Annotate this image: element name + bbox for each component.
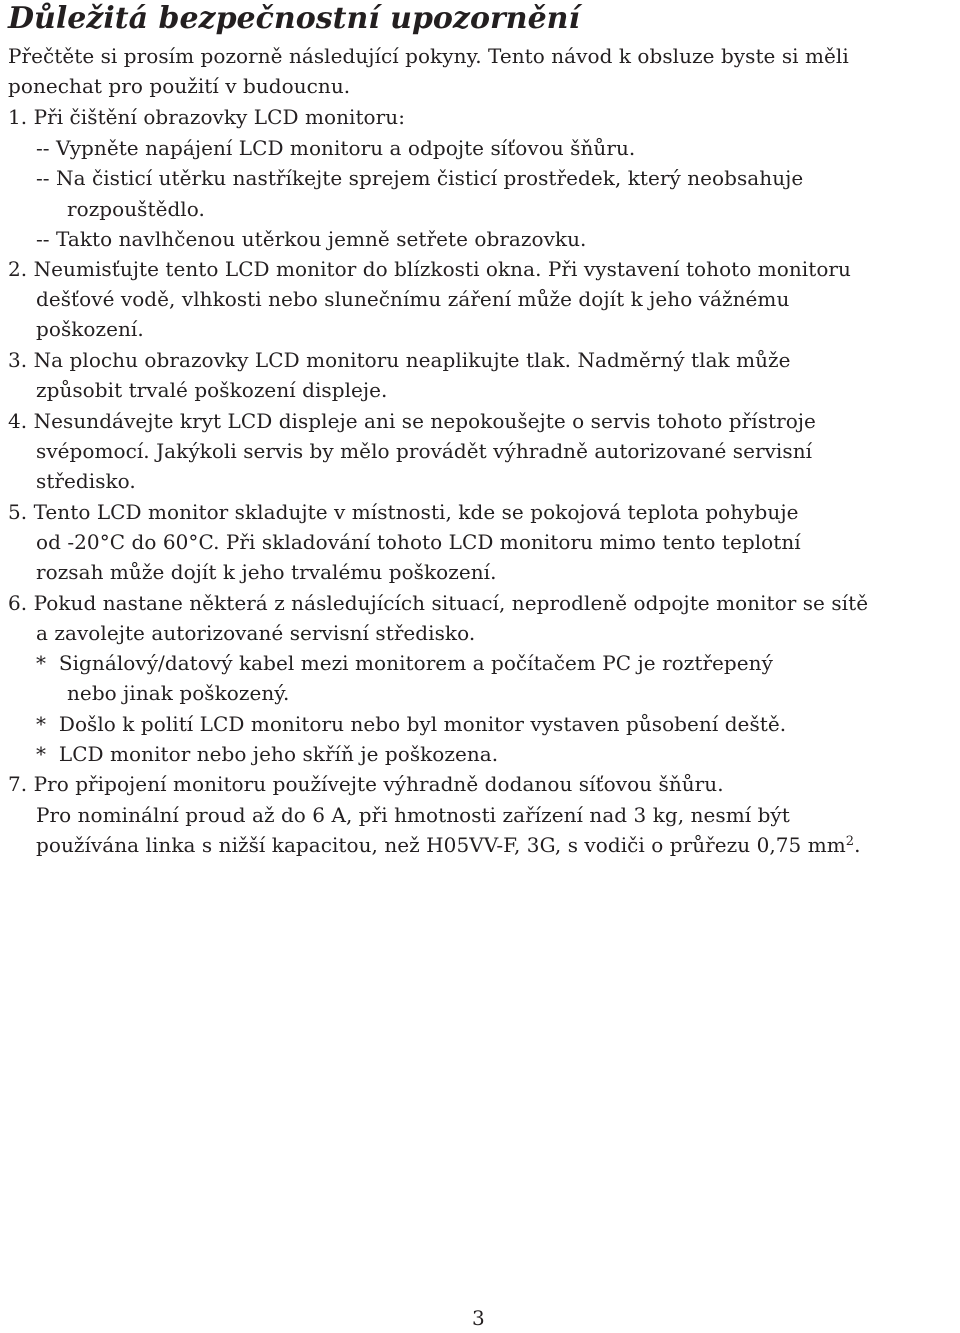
page-number: 3 <box>472 1306 485 1330</box>
item-3-line-2: způsobit trvalé poškození displeje. <box>36 378 388 402</box>
item-5-line-1: 5. Tento LCD monitor skladujte v místnosti, kde se pokojová teplota pohybuje <box>8 500 799 524</box>
item-7-line-2: Pro nominální proud až do 6 A, při hmotnosti zařízení nad 3 kg, nesmí být <box>36 803 790 827</box>
squared-superscript: 2 <box>845 834 855 849</box>
item-6-bullet-1-cont: nebo jinak poškozený. <box>67 681 290 705</box>
item-1-step-2: -- Na čisticí utěrku nastříkejte sprejem čisticí prostředek, který neobsahuje <box>36 166 804 190</box>
page-title: Důležitá bezpečnostní upozornění <box>8 1 580 36</box>
item-6-bullet-2: * Došlo k polití LCD monitoru nebo byl monitor vystaven působení deště. <box>36 712 787 736</box>
item-7-line-3 <box>36 830 861 860</box>
item-1-step-3: -- Takto navlhčenou utěrkou jemně setřete obrazovku. <box>36 227 587 251</box>
item-4-line-3: středisko. <box>36 469 136 493</box>
item-4-line-1: 4. Nesundávejte kryt LCD displeje ani se nepokoušejte o servis tohoto přístroje <box>8 409 816 433</box>
item-5-line-2: od -20°C do 60°C. Při skladování tohoto LCD monitoru mimo tento teplotní <box>36 530 801 554</box>
item-1-heading: 1. Při čištění obrazovky LCD monitoru: <box>8 105 405 129</box>
item-6-bullet-3: * LCD monitor nebo jeho skříň je poškozena. <box>36 742 499 766</box>
item-6-line-2: a zavolejte autorizované servisní středisko. <box>36 621 476 645</box>
item-7-line-3-end: . <box>854 833 861 857</box>
intro-line-1: Přečtěte si prosím pozorně následující pokyny. Tento návod k obsluze byste si měli <box>8 44 849 68</box>
intro-line-2: ponechat pro použití v budoucnu. <box>8 74 351 98</box>
item-4-line-2: svépomocí. Jakýkoli servis by mělo provádět výhradně autorizované servisní <box>36 439 813 463</box>
item-1-step-2-cont: rozpouštědlo. <box>67 197 205 221</box>
item-2-line-3: poškození. <box>36 317 144 341</box>
item-5-line-3: rozsah může dojít k jeho trvalému poškození. <box>36 560 497 584</box>
item-7-line-3-text: používána linka s nižší kapacitou, než H05VV-F, 3G, s vodiči o průřezu 0,75 mm <box>36 833 846 857</box>
item-2-line-2: dešťové vodě, vlhkosti nebo slunečnímu záření může dojít k jeho vážnému <box>36 287 790 311</box>
item-1-step-1: -- Vypněte napájení LCD monitoru a odpojte síťovou šňůru. <box>36 136 636 160</box>
item-6-bullet-1: * Signálový/datový kabel mezi monitorem a počítačem PC je roztřepený <box>36 651 773 675</box>
item-2-line-1: 2. Neumisťujte tento LCD monitor do blízkosti okna. Při vystavení tohoto monitoru <box>8 257 851 281</box>
item-6-line-1: 6. Pokud nastane některá z následujících situací, neprodleně odpojte monitor se sítě <box>8 591 869 615</box>
item-7-line-1: 7. Pro připojení monitoru používejte výhradně dodanou síťovou šňůru. <box>8 772 724 796</box>
item-3-line-1: 3. Na plochu obrazovky LCD monitoru neaplikujte tlak. Nadměrný tlak může <box>8 348 791 372</box>
